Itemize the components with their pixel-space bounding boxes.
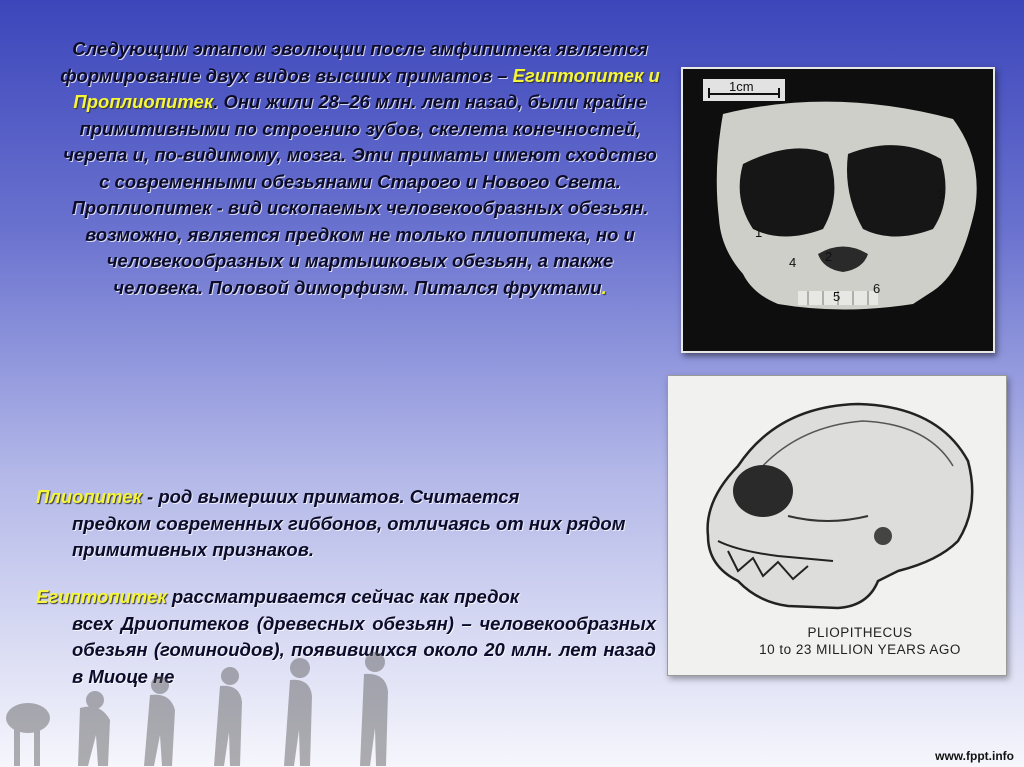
paragraph2-highlight: Плиопитек	[36, 486, 142, 507]
skull-front-photo	[681, 67, 995, 353]
caption-line2: 10 to 23 MILLION YEARS AGO	[759, 642, 961, 657]
skull-label-4: 4	[789, 255, 797, 270]
skull-front-illustration	[683, 69, 993, 351]
paragraph3-highlight: Египтопитек	[36, 586, 167, 607]
caption-line1: PLIOPITHECUS	[807, 625, 913, 640]
skull-side-illustration	[668, 376, 1006, 616]
skull-label-3: 3	[937, 187, 945, 202]
paragraph1-highlight: Египтопитек и Проплиопитек	[73, 64, 660, 112]
paragraph1-text-before: Следующим этапом эволюции после амфипитека является формирование двух видов высших приматов –	[60, 38, 648, 86]
paragraph2-line1: - род вымерших приматов. Считается	[141, 486, 520, 507]
skull-label-6: 6	[873, 281, 881, 296]
paragraph2-rest: предком современных гиббонов, отличаясь от них рядом примитивных признаков.	[72, 512, 626, 560]
paragraph-pliopithecus	[36, 484, 656, 564]
skull-label-5: 5	[833, 289, 841, 304]
scale-label: 1cm	[729, 79, 754, 94]
footer-url[interactable]: www.fppt.info	[935, 749, 1014, 763]
paragraph3-line1: рассматривается сейчас как предок	[166, 586, 520, 607]
paragraph-egyptopithecus-propliopithecus	[60, 36, 660, 301]
skull-label-2: 2	[825, 249, 833, 264]
paragraph3-rest: всех Дриопитеков (древесных обезьян) – человекообразных обезьян (гоминоидов), появившихся около 20 млн. лет назад в Миоце не	[72, 612, 656, 687]
paragraph1-text-after: . Они жили 28–26 млн. лет назад, были крайне примитивными по строению зубов, скелета конечностей, черепа и, по-видимому, мозга. Эти приматы имеют сходство с современными обезьянами Старого и Нового Света. Проплиопитек - вид ископаемых человекообразных обезьян. возможно, является предком не только плиопитека, но и человекообразных и мартышковых обезьян, а также человека. Половой диморфизм. Питался фруктами	[63, 91, 657, 298]
evolution-silhouettes	[0, 640, 440, 767]
paragraph1-end-dot: .	[601, 276, 607, 298]
pliopithecus-caption	[740, 624, 980, 658]
skull-label-1: 1	[755, 225, 763, 240]
